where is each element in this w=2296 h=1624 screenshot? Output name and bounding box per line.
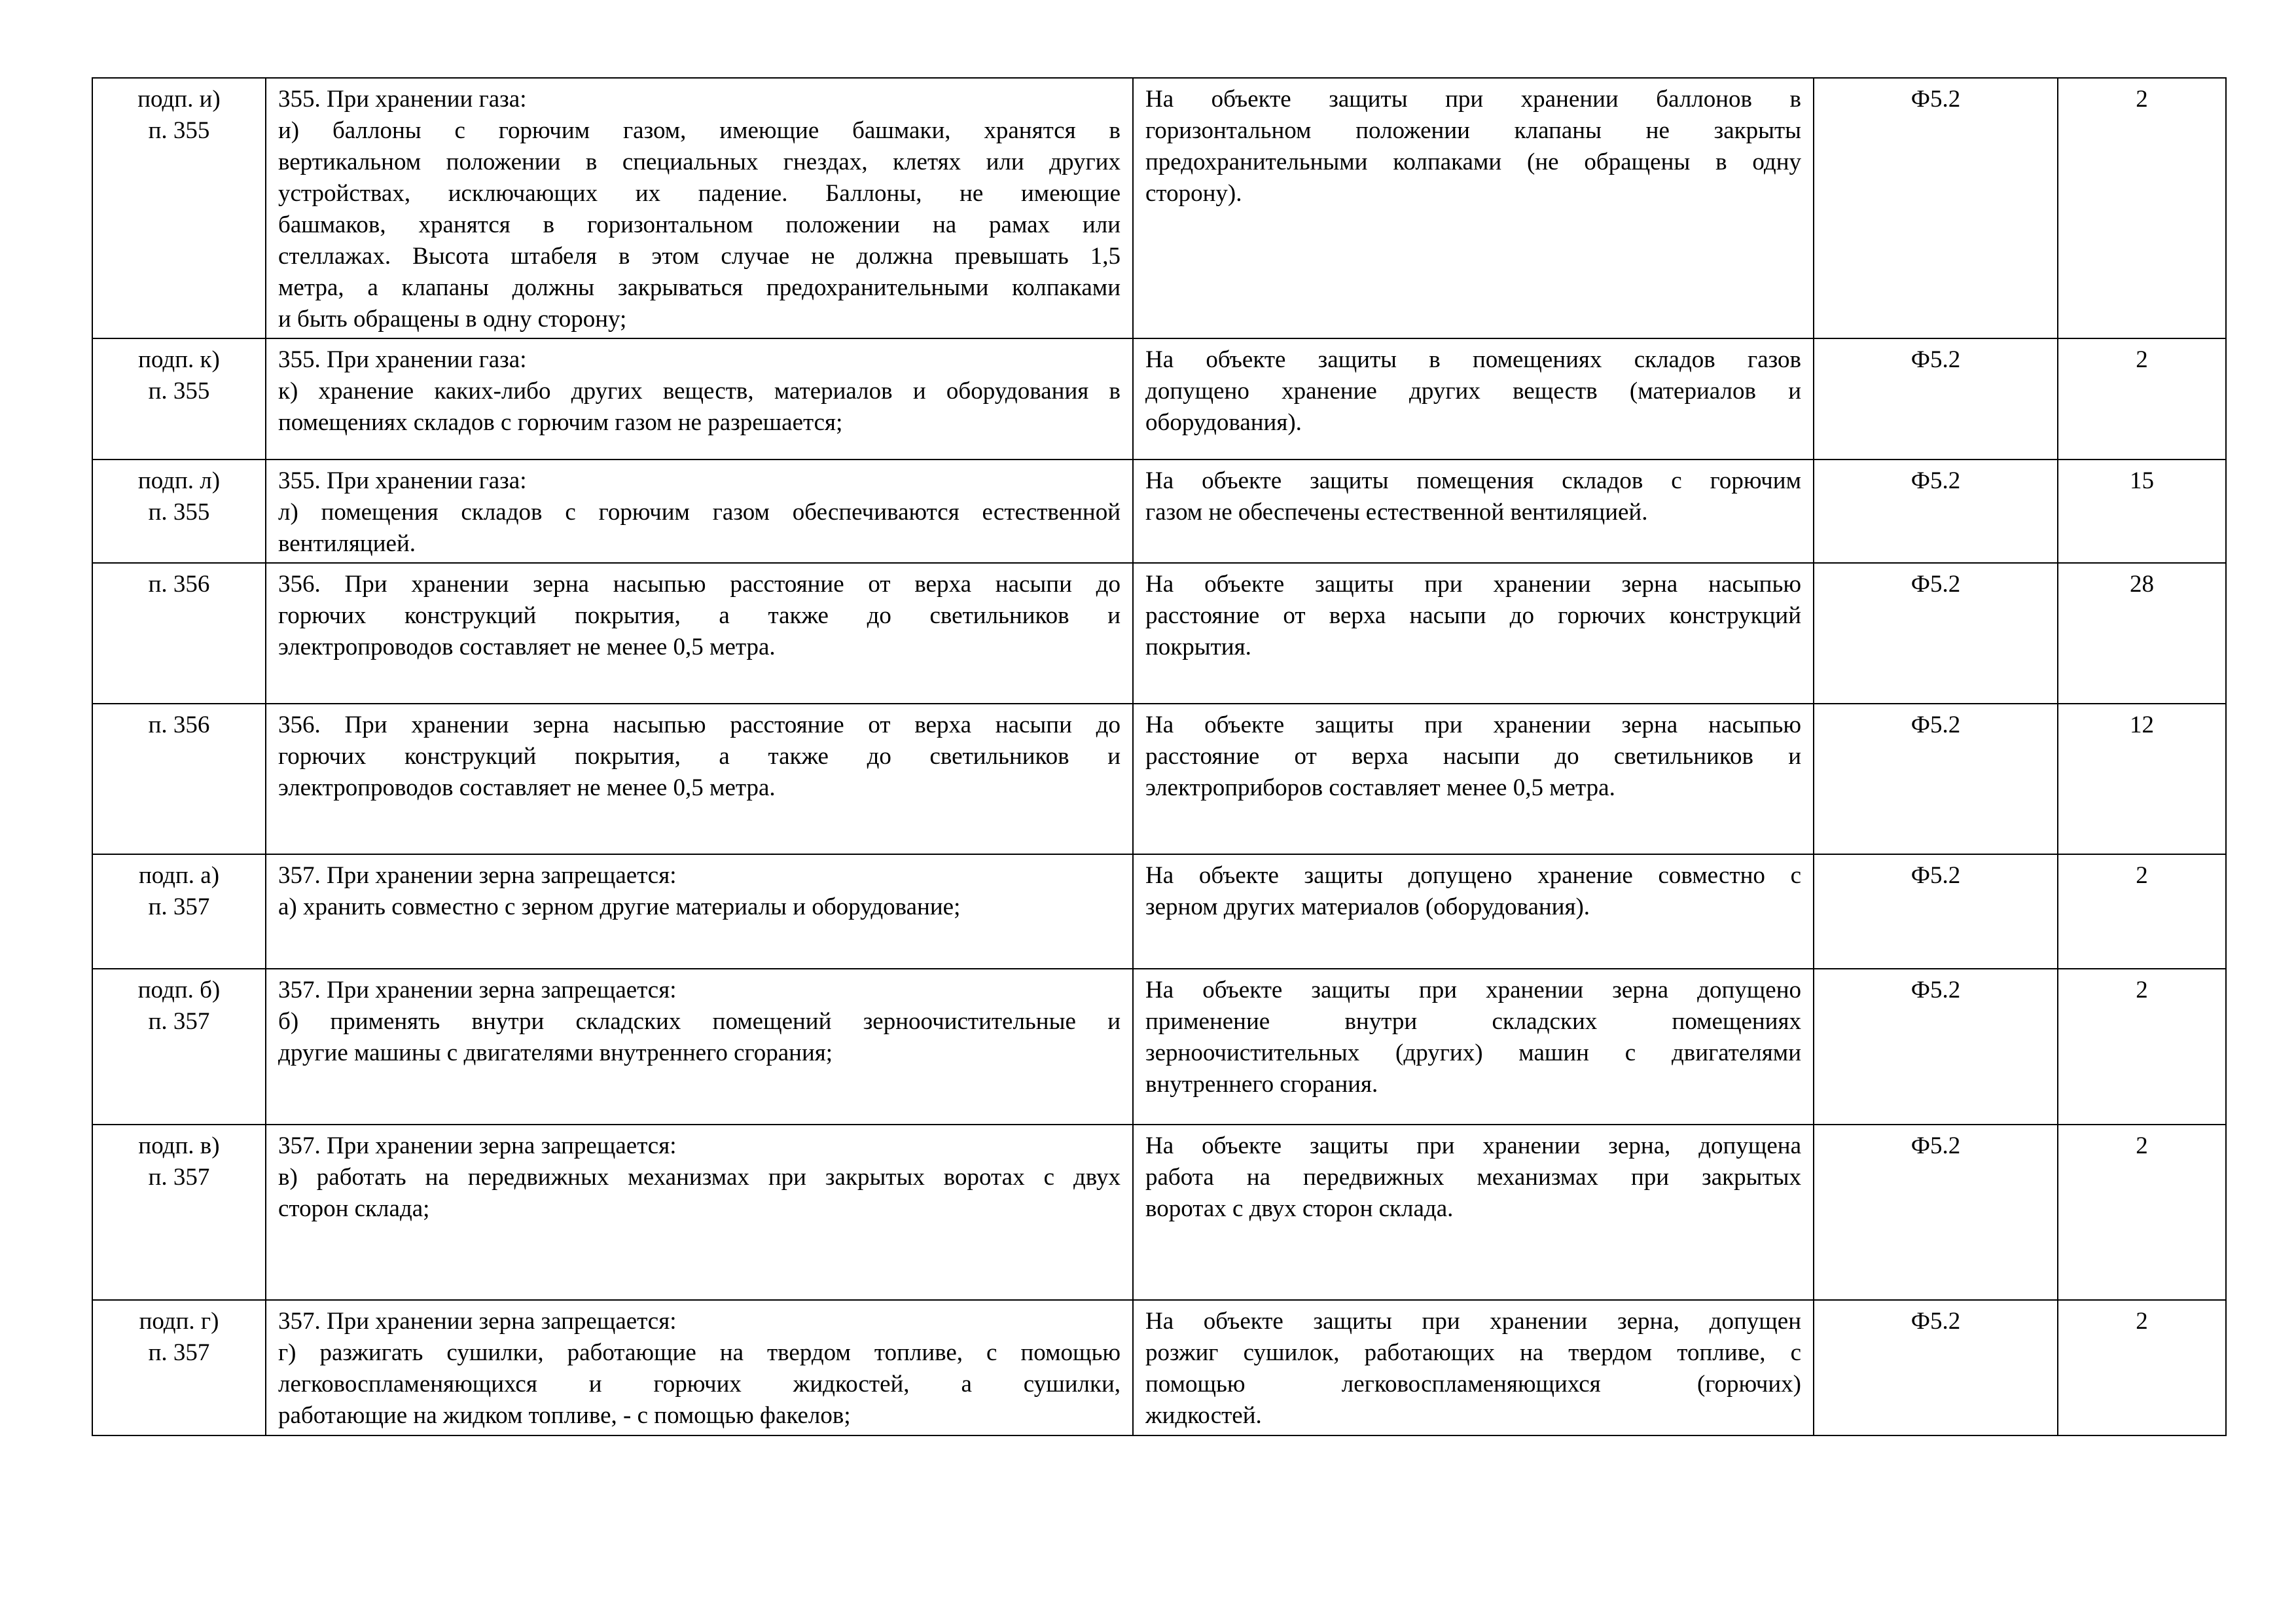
value-cell: 2 [2058,969,2226,1125]
requirement-title: 357. При хранении зерна запрещается: [278,862,677,889]
value-cell: 2 [2058,1125,2226,1300]
requirement-line: вертикальном положении в специальных гнездах, клетях или других [278,149,1121,175]
reference-line: подп. л) [137,467,221,494]
violation-line: воротах с двух сторон склада. [1145,1195,1454,1222]
class-cell: Ф5.2 [1814,563,2058,704]
violation-line: расстояние от верха насыпи до светильников и [1145,743,1801,770]
reference-cell [92,704,266,854]
requirement-cell [266,1125,1133,1300]
reference-line: подп. б) [137,977,221,1003]
violation-line: На объекте защиты при хранении зерна насыпью [1145,712,1801,738]
violation-line: оборудования). [1145,409,1302,436]
value-cell: 2 [2058,78,2226,338]
violation-line: сторону). [1145,180,1242,207]
reference-line: п. 355 [148,117,210,144]
reference-line: п. 357 [148,1008,210,1035]
table-row [92,1125,2226,1300]
requirement-cell [266,854,1133,969]
table-row [92,704,2226,854]
class-cell: Ф5.2 [1814,1300,2058,1435]
violation-line: На объекте защиты при хранении зерна, допущена [1145,1132,1801,1159]
requirement-cell [266,78,1133,338]
violation-cell [1133,969,1814,1125]
requirement-line: метра, а клапаны должны закрываться предохранительными колпаками [278,274,1121,301]
class-cell: Ф5.2 [1814,854,2058,969]
requirement-line: в) работать на передвижных механизмах при закрытых воротах с двух [278,1164,1121,1191]
reference-line: п. 355 [148,499,210,526]
violation-line: На объекте защиты при хранении баллонов в [1145,86,1801,113]
violation-line: допущено хранение других веществ (материалов и [1145,378,1801,405]
violation-line: расстояние от верха насыпи до горючих конструкций [1145,602,1801,629]
violation-cell [1133,460,1814,563]
class-cell: Ф5.2 [1814,460,2058,563]
requirement-line: электропроводов составляет не менее 0,5 метра. [278,634,776,660]
reference-cell [92,969,266,1125]
reference-cell [92,338,266,460]
reference-line: п. 357 [148,893,210,920]
requirement-title: 355. При хранении газа: [278,346,527,373]
value-cell: 2 [2058,338,2226,460]
requirement-line: устройствах, исключающих их падение. Баллоны, не имеющие [278,180,1121,207]
requirement-title: 357. При хранении зерна запрещается: [278,1132,677,1159]
table-row [92,563,2226,704]
reference-cell [92,563,266,704]
reference-cell [92,1300,266,1435]
requirement-line: легковоспламеняющихся и горючих жидкостей, а сушилки, [278,1371,1121,1398]
violation-cell [1133,854,1814,969]
class-cell: Ф5.2 [1814,969,2058,1125]
table-row [92,1300,2226,1435]
requirement-line: а) хранить совместно с зерном другие материалы и оборудование; [278,893,961,920]
reference-line: п. 357 [148,1164,210,1191]
class-cell: Ф5.2 [1814,78,2058,338]
requirement-line: работающие на жидком топливе, - с помощью факелов; [278,1402,851,1429]
class-cell: Ф5.2 [1814,704,2058,854]
violation-line: применение внутри складских помещениях [1145,1008,1801,1035]
requirement-line: л) помещения складов с горючим газом обеспечиваются естественной [278,499,1121,526]
violation-line: помощью легковоспламеняющихся (горючих) [1145,1371,1801,1398]
requirement-line: помещениях складов с горючим газом не разрешается; [278,409,843,436]
violation-cell [1133,563,1814,704]
reference-line: п. 356 [148,712,210,738]
table-row [92,854,2226,969]
violation-line: жидкостей. [1145,1402,1262,1429]
violation-line: горизонтальном положении клапаны не закрыты [1145,117,1801,144]
violation-line: предохранительными колпаками (не обращены в одну [1145,149,1801,175]
requirement-line: к) хранение каких-либо других веществ, материалов и оборудования в [278,378,1121,405]
requirement-title: 355. При хранении газа: [278,467,527,494]
requirement-line: сторон склада; [278,1195,430,1222]
reference-cell [92,460,266,563]
requirement-cell [266,563,1133,704]
violation-line: На объекте защиты при хранении зерна, допущен [1145,1308,1801,1335]
violation-cell [1133,1125,1814,1300]
class-cell: Ф5.2 [1814,338,2058,460]
violation-line: электроприборов составляет менее 0,5 метра. [1145,774,1615,801]
violation-line: На объекте защиты при хранении зерна допущено [1145,977,1801,1003]
value-cell: 12 [2058,704,2226,854]
requirement-line: и) баллоны с горючим газом, имеющие башмаки, хранятся в [278,117,1121,144]
reference-line: подп. г) [139,1308,219,1335]
table-row [92,969,2226,1125]
requirement-line: 356. При хранении зерна насыпью расстояние от верха насыпи до [278,571,1121,598]
requirement-cell [266,460,1133,563]
table-row [92,460,2226,563]
reference-cell [92,1125,266,1300]
reference-line: подп. а) [138,862,220,889]
reference-cell [92,854,266,969]
requirement-line: горючих конструкций покрытия, а также до светильников и [278,743,1121,770]
requirement-line: башмаков, хранятся в горизонтальном положении на рамах или [278,211,1121,238]
requirement-line: электропроводов составляет не менее 0,5 метра. [278,774,776,801]
requirement-title: 355. При хранении газа: [278,86,527,113]
violation-line: зерном других материалов (оборудования). [1145,893,1590,920]
reference-line: п. 357 [148,1339,210,1366]
requirement-line: стеллажах. Высота штабеля в этом случае не должна превышать 1,5 [278,243,1121,270]
requirement-title: 357. При хранении зерна запрещается: [278,1308,677,1335]
violation-cell [1133,78,1814,338]
violation-line: На объекте защиты помещения складов с горючим [1145,467,1801,494]
value-cell: 2 [2058,1300,2226,1435]
violation-cell [1133,704,1814,854]
requirement-line: вентиляцией. [278,530,416,557]
reference-cell [92,78,266,338]
reference-line: подп. и) [137,86,221,113]
violation-line: работа на передвижных механизмах при закрытых [1145,1164,1801,1191]
class-cell: Ф5.2 [1814,1125,2058,1300]
violation-line: газом не обеспечены естественной вентиляцией. [1145,499,1648,526]
requirements-table [92,77,2227,1436]
requirement-title: 357. При хранении зерна запрещается: [278,977,677,1003]
violation-line: розжиг сушилок, работающих на твердом топливе, с [1145,1339,1801,1366]
value-cell: 15 [2058,460,2226,563]
violation-line: На объекте защиты при хранении зерна насыпью [1145,571,1801,598]
violation-line: На объекте защиты допущено хранение совместно с [1145,862,1801,889]
violation-cell [1133,1300,1814,1435]
requirement-cell [266,969,1133,1125]
violation-line: На объекте защиты в помещениях складов газов [1145,346,1801,373]
reference-line: п. 356 [148,571,210,598]
value-cell: 2 [2058,854,2226,969]
table-row [92,338,2226,460]
requirement-line: б) применять внутри складских помещений зерноочистительные и [278,1008,1121,1035]
requirement-line: и быть обращены в одну сторону; [278,306,627,333]
requirement-line: другие машины с двигателями внутреннего сгорания; [278,1039,833,1066]
table-body [92,78,2226,1435]
reference-line: подп. в) [138,1132,220,1159]
requirement-cell [266,1300,1133,1435]
value-cell: 28 [2058,563,2226,704]
violation-line: зерноочистительных (других) машин с двигателями [1145,1039,1801,1066]
violation-line: внутреннего сгорания. [1145,1071,1378,1098]
requirement-line: 356. При хранении зерна насыпью расстояние от верха насыпи до [278,712,1121,738]
violation-line: покрытия. [1145,634,1251,660]
requirement-line: горючих конструкций покрытия, а также до светильников и [278,602,1121,629]
requirement-line: г) разжигать сушилки, работающие на твердом топливе, с помощью [278,1339,1121,1366]
requirement-cell [266,338,1133,460]
requirement-cell [266,704,1133,854]
reference-line: подп. к) [138,346,220,373]
reference-line: п. 355 [148,378,210,405]
table-row [92,78,2226,338]
violation-cell [1133,338,1814,460]
